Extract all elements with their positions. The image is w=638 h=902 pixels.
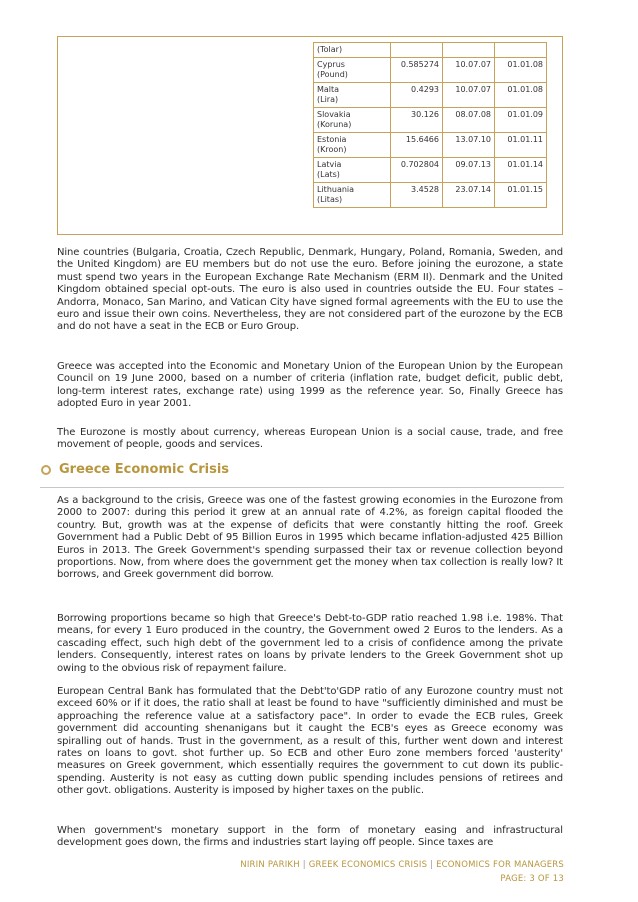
table-cell-country: Cyprus (Pound) bbox=[314, 58, 391, 83]
table-row bbox=[314, 108, 547, 133]
table-row bbox=[314, 183, 547, 208]
exchange-rate-table bbox=[313, 42, 547, 208]
table-row bbox=[314, 133, 547, 158]
table-cell-adopted bbox=[495, 43, 547, 58]
intro-paragraph-1: Nine countries (Bulgaria, Croatia, Czech Republic, Denmark, Hungary, Poland, Romania, Sweden, and the United Kingdom) are EU members but do not use the euro. Before joining the eurozone, a state must spend two years in the European Exchange Rate Mechanism (ERM II). Denmark and the United Kingdom obtained special opt-outs. The euro is also used in countries outside the EU. Four states – Andorra, Monaco, San Marino, and Vatican City have signed formal agreements with the EU to use the euro and issue their own coins. Nevertheless, they are not considered part of the eurozone by the ECB and do not have a seat in the ECB or Euro Group. bbox=[57, 247, 563, 333]
footer-separator: | bbox=[302, 860, 306, 870]
table-cell-country: Malta (Lira) bbox=[314, 83, 391, 108]
section-heading-text: Greece Economic Crisis bbox=[59, 462, 230, 477]
table-cell-rate: 30.126 bbox=[391, 108, 443, 133]
table-cell-country: (Tolar) bbox=[314, 43, 391, 58]
circle-bullet-icon bbox=[41, 465, 51, 475]
footer-page-number: PAGE: 3 OF 13 bbox=[500, 874, 564, 884]
table-row bbox=[314, 158, 547, 183]
footer-line-1 bbox=[240, 860, 564, 870]
table-cell-rate: 0.702804 bbox=[391, 158, 443, 183]
table-row bbox=[314, 83, 547, 108]
table-cell-country: Slovakia (Koruna) bbox=[314, 108, 391, 133]
table-cell-country: Latvia (Lats) bbox=[314, 158, 391, 183]
table-cell-fixed: 23.07.14 bbox=[443, 183, 495, 208]
footer-author: NIRIN PARIKH bbox=[240, 860, 300, 870]
table-cell-fixed bbox=[443, 43, 495, 58]
crisis-paragraph-4: When government's monetary support in the form of monetary easing and infrastructural development goes down, the firms and industries start laying off people. Since taxes are bbox=[57, 825, 563, 849]
table-cell-fixed: 08.07.08 bbox=[443, 108, 495, 133]
table-cell-adopted: 01.01.08 bbox=[495, 83, 547, 108]
footer-course: ECONOMICS FOR MANAGERS bbox=[436, 860, 564, 870]
table-cell-fixed: 09.07.13 bbox=[443, 158, 495, 183]
table-cell-fixed: 10.07.07 bbox=[443, 83, 495, 108]
table-cell-fixed: 10.07.07 bbox=[443, 58, 495, 83]
table-cell-country: Estonia (Kroon) bbox=[314, 133, 391, 158]
footer-separator: | bbox=[430, 860, 434, 870]
table-cell-adopted: 01.01.14 bbox=[495, 158, 547, 183]
table-cell-rate bbox=[391, 43, 443, 58]
crisis-paragraph-1: As a background to the crisis, Greece was one of the fastest growing economies in the Eurozone from 2000 to 2007: during this period it grew at an annual rate of 4.2%, as foreign capital flooded the country. But, growth was at the expense of deficits that were constantly hitting the roof. Greek Government had a Public Debt of 95 Billion Euros in 1995 which became inflation-adjusted 425 Billion Euros in 2013. The Greek Government's spending surpassed their tax or revenue collection beyond proportions. Now, from where does the government get the money when tax collection is really low? It borrows, and Greek government did borrow. bbox=[57, 495, 563, 581]
table-cell-country: Lithuania (Litas) bbox=[314, 183, 391, 208]
table-cell-rate: 15.6466 bbox=[391, 133, 443, 158]
crisis-paragraph-3: European Central Bank has formulated that the Debt'to'GDP ratio of any Eurozone country must not exceed 60% or if it does, the ratio shall at least be found to have "sufficiently diminished and must be approaching the reference value at a satisfactory pace". In order to evade the ECB rules, Greek government did accounting shenanigans but it caught the ECB's eyes as Greece economy was spiralling out of hands. Trust in the government, as a result of this, further went down and interest rates on loans to govt. shot further up. So ECB and other Euro zone members forced 'austerity' measures on Greek government, which essentially requires the government to cut down its public-spending. Austerity is not easy as cutting down public spending includes pensions of retirees and other govt. obligations. Austerity is imposed by higher taxes on the public. bbox=[57, 686, 563, 797]
intro-paragraph-2: Greece was accepted into the Economic and Monetary Union of the European Union by the European Council on 19 June 2000, based on a number of criteria (inflation rate, budget deficit, public debt, long-term interest rates, exchange rate) using 1999 as the reference year. So, Finally Greece has adopted Euro in year 2001. bbox=[57, 361, 563, 410]
table-row bbox=[314, 58, 547, 83]
table-cell-adopted: 01.01.11 bbox=[495, 133, 547, 158]
footer-title: GREEK ECONOMICS CRISIS bbox=[308, 860, 428, 870]
table-cell-rate: 0.4293 bbox=[391, 83, 443, 108]
table-cell-adopted: 01.01.15 bbox=[495, 183, 547, 208]
intro-paragraph-3: The Eurozone is mostly about currency, whereas European Union is a social cause, trade, and free movement of people, goods and services. bbox=[57, 427, 563, 451]
table-cell-fixed: 13.07.10 bbox=[443, 133, 495, 158]
table-cell-rate: 0.585274 bbox=[391, 58, 443, 83]
crisis-paragraph-2: Borrowing proportions became so high that Greece's Debt-to-GDP ratio reached 1.98 i.e. 198%. That means, for every 1 Euro produced in the country, the Government owed 2 Euros to the lenders. As a cascading effect, such high debt of the government led to a crisis of confidence among the private lenders. Consequently, interest rates on loans by private lenders to the Greek Government shot up owing to the obvious risk of repayment failure. bbox=[57, 613, 563, 674]
table-cell-adopted: 01.01.08 bbox=[495, 58, 547, 83]
heading-divider bbox=[40, 487, 564, 488]
table-cell-adopted: 01.01.09 bbox=[495, 108, 547, 133]
table-row bbox=[314, 43, 547, 58]
table-cell-rate: 3.4528 bbox=[391, 183, 443, 208]
